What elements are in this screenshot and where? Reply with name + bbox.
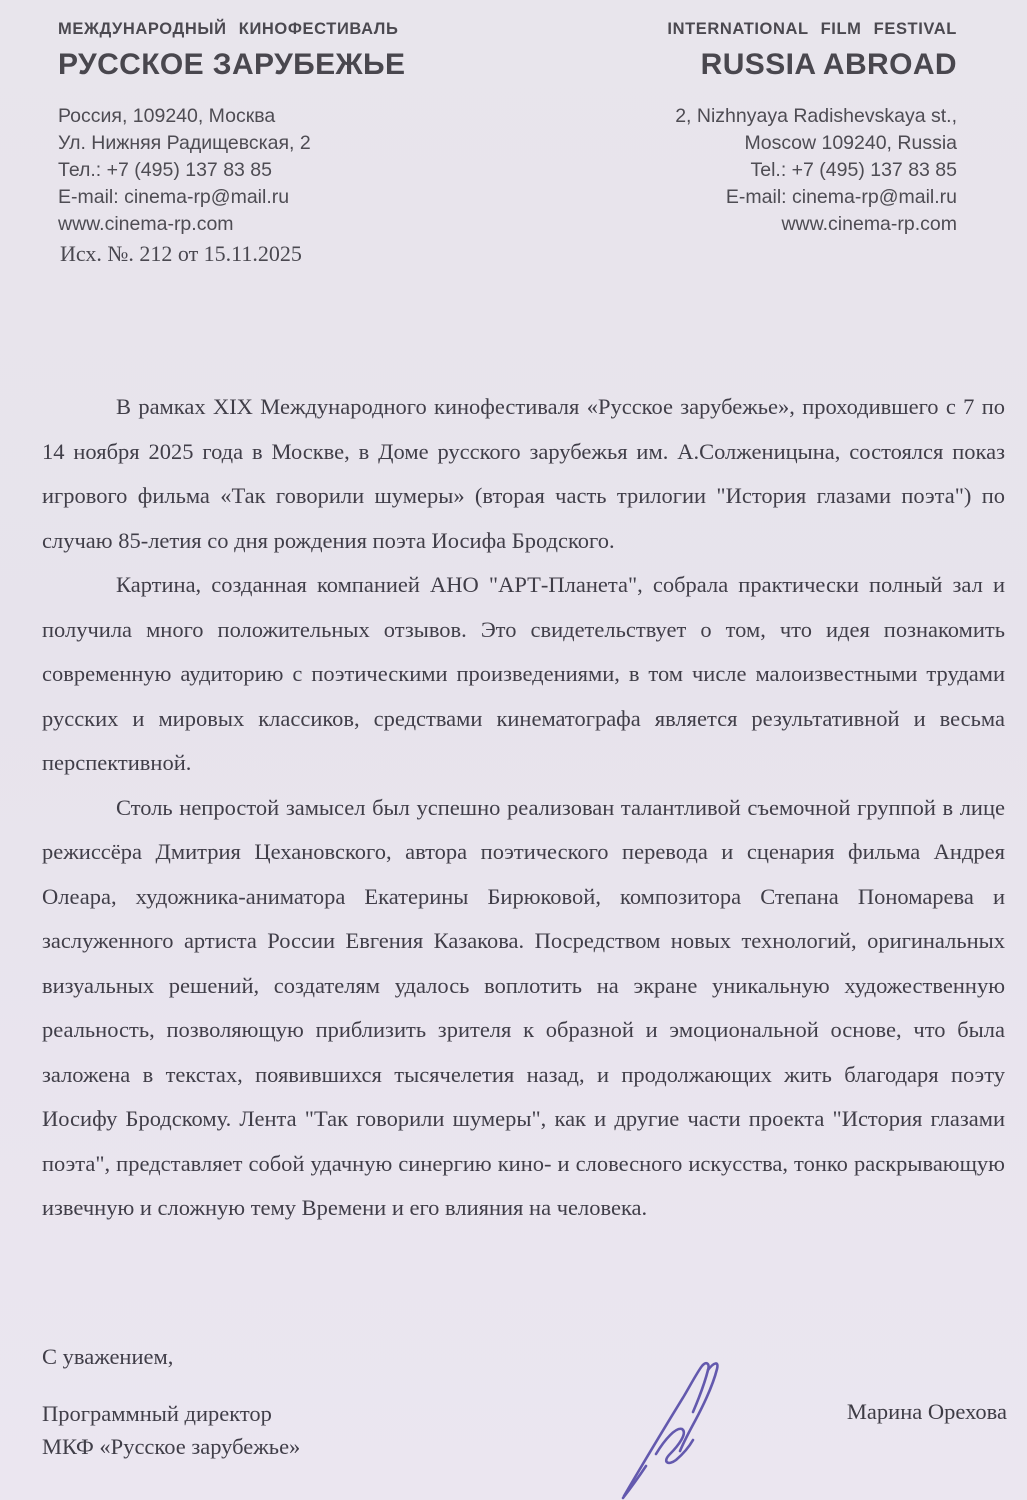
signer-title [42, 1397, 300, 1463]
handwritten-signature [610, 1358, 740, 1500]
address-line-street-en: 2, Nizhnyaya Radishevskaya st., [675, 105, 957, 127]
festival-type-en: INTERNATIONAL FILM FESTIVAL [667, 20, 957, 38]
address-line-phone: Тел.: +7 (495) 137 83 85 [58, 159, 272, 181]
address-line-website: www.cinema-rp.com [58, 213, 234, 235]
address-block-ru [58, 103, 405, 238]
festival-name-en: RUSSIA ABROAD [700, 48, 957, 81]
signer-title-line2: МКФ «Русское зарубежье» [42, 1434, 301, 1459]
address-line-email: E-mail: cinema-rp@mail.ru [58, 186, 290, 208]
letterhead [58, 20, 957, 238]
address-line-phone-en: Tel.: +7 (495) 137 83 85 [750, 159, 957, 181]
letterhead-english [667, 20, 957, 238]
festival-name-ru: РУССКОЕ ЗАРУБЕЖЬЕ [58, 48, 406, 81]
address-line-city-en: Moscow 109240, Russia [744, 132, 957, 154]
address-line-street: Ул. Нижняя Радищевская, 2 [58, 132, 311, 154]
signer-name: Марина Орехова [846, 1399, 1007, 1424]
paragraph-festival-screening: В рамках XIX Международного кинофестиваля «Русское зарубежье», проходившего с 7 по 14 ноября 2025 года в Москве, в Доме русского зарубежья им. А.Солженицына, состоялся показ игрового фильма «Так говорили шумеры» (вторая часть трилогии "История глазами поэта") по случаю 85-летия со дня рождения поэта Иосифа Бродского. [42, 394, 1005, 553]
paragraph-audience-reception: Картина, созданная компанией АНО "АРТ-Планета", собрала практически полный зал и получила много положительных отзывов. Это свидетельствует о том, что идея познакомить современную аудиторию с поэтическими произведениями, в том числе малоизвестными трудами русских и мировых классиков, средствами кинематографа является результативной и весьма перспективной. [42, 572, 1005, 775]
outgoing-reference-line: Исх. №. 212 от 15.11.2025 [60, 241, 302, 266]
address-block-en [667, 103, 957, 238]
address-line-country: Россия, 109240, Москва [58, 105, 276, 127]
letterhead-russian [58, 20, 405, 238]
festival-type-ru: МЕЖДУНАРОДНЫЙ КИНОФЕСТИВАЛЬ [58, 20, 399, 38]
signer-title-line1: Программный директор [42, 1401, 272, 1426]
letter-body [42, 385, 1005, 1231]
address-line-website-en: www.cinema-rp.com [781, 213, 957, 235]
paragraph-film-crew: Столь непростой замысел был успешно реализован талантливой съемочной группой в лице режиссёра Дмитрия Цехановского, автора поэтического перевода и сценария фильма Андрея Олеара, художника-аниматора Екатерины Бирюковой, композитора Степана Пономарева и заслуженного артиста России Евгения Казакова. Посредством новых технологий, оригинальных визуальных решений, создателям удалось воплотить на экране уникальную художественную реальность, позволяющую приблизить зрителя к образной и эмоциональной основе, что была заложена в текстах, появившихся тысячелетия назад, и продолжающих жить благодаря поэту Иосифу Бродскому. Лента "Так говорили шумеры", как и другие части проекта "История глазами поэта", представляет собой удачную синергию кино- и словесного искусства, тонко раскрывающую извечную и сложную тему Времени и его влияния на человека. [42, 794, 1005, 1220]
address-line-email-en: E-mail: cinema-rp@mail.ru [725, 186, 957, 208]
closing-salutation: С уважением, [42, 1344, 174, 1369]
